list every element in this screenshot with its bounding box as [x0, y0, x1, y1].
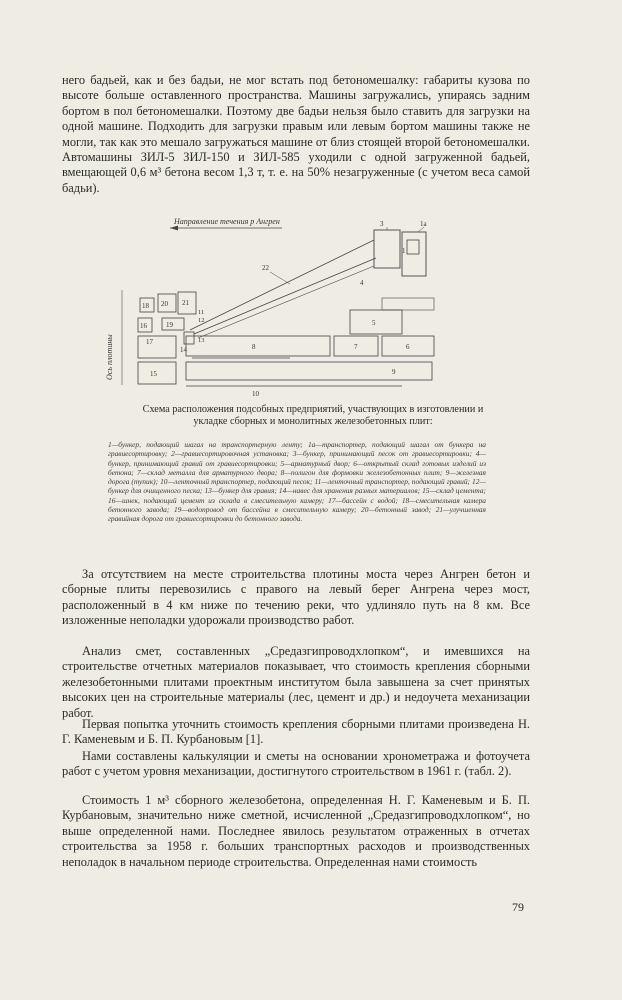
road-21	[198, 266, 374, 338]
num-12: 12	[198, 317, 205, 324]
box-5	[350, 310, 402, 334]
paragraph-2: За отсутствием на месте строительства плотины моста через Ангрен бетон и сборные плиты перевозились с правого на левый берег Ангрена через мост, расположенный в 4 км ниже по течению реки, что удлиняло путь на 8 км. Все изложенные неполадки удорожали производство работ.	[62, 567, 530, 628]
paragraph-3: Анализ смет, составленных „Средазгипроводхлопком“, и имевшихся на строительстве отчетных материалов показывает, что стоимость крепления сборными железобетонными плитами проектным институтом была завышена за счет принятых высоких цен на строительные материалы (лес, цемент и др.) и недоучета механизации работ.	[62, 644, 530, 720]
num-9: 9	[392, 368, 396, 376]
paragraph-1: него бадьей, как и без бадьи, не мог встать под бетономешалку: габариты кузова по высоте больше оставленного пространства. Машины загружались, упираясь задним бортом в пол бетономешалки. Поэтому две бадьи нельзя было ставить для загрузки на одной машине. Подходить для загрузки правым или левым бортом машины также не могли, так как это мешало загружаться машине от близ стоящей второй бетономешалки. Автомашины ЗИЛ-5 ЗИЛ-150 и ЗИЛ-585 уходили с одной загруженной бадьей, вмещающей 0,6 м³ бетона весом 1,3 т, т. е. на 50% незагруженные (с учетом веса самой бадьи).	[62, 73, 530, 195]
num-20: 20	[161, 300, 168, 308]
num-8: 8	[252, 343, 256, 351]
paragraph-4: Первая попытка уточнить стоимость крепления сборными плитами произведена Н. Г. Каменевым и Б. П. Курбановым [1].	[62, 717, 530, 747]
paragraph-6: Стоимость 1 м³ сборного железобетона, определенная Н. Г. Каменевым и Б. П. Курбановым, значительно ниже сметной, исчисленной „Средазгипроводхлопком“, но выше определенной нами. Последнее явилось результатом отраженных в отчетах строительства за 1958 г. больших транспортных расходов и производственных неполадок в начальном периоде строительства. Определенная нами стоимость	[62, 793, 530, 869]
num-16: 16	[140, 322, 147, 330]
box-1	[407, 240, 419, 254]
num-10: 10	[252, 390, 259, 398]
box-13	[184, 332, 194, 344]
box-15	[138, 362, 176, 384]
flow-arrow-head	[170, 226, 178, 231]
paragraph-5: Нами составлены калькуляции и сметы на основании хронометража и фотоучета работ с учетом уровня механизации, достигнутого строительством в 1961 г. (табл. 2).	[62, 749, 530, 779]
conveyor-10	[190, 240, 374, 330]
num-11: 11	[198, 309, 205, 316]
page-number: 79	[512, 900, 524, 914]
num-14: 14	[180, 346, 187, 354]
num-18: 18	[142, 302, 149, 310]
dam-axis-label: Ось плотины	[105, 334, 114, 380]
num-15: 15	[150, 370, 157, 378]
num-7: 7	[354, 343, 358, 351]
num-21: 21	[182, 299, 189, 307]
flow-direction-label: Направление течения р Ангрен	[174, 217, 280, 226]
conveyor-11	[194, 258, 376, 334]
num-3: 3	[380, 220, 384, 228]
num-13: 13	[198, 337, 205, 344]
num-19: 19	[166, 321, 173, 329]
box-8	[186, 336, 330, 356]
figure-caption-title: Схема расположения подсобных предприятий, участвующих в изготовлении и укладке сборных и монолитных железобетонных плит:	[142, 404, 484, 427]
num-5: 5	[372, 319, 376, 327]
num-1: 1	[402, 247, 406, 255]
num-1a: 1а	[420, 220, 427, 228]
num-17: 17	[146, 338, 153, 346]
num-4: 4	[360, 279, 364, 287]
box-14	[138, 336, 176, 358]
box-5-upper	[382, 298, 434, 310]
figure-legend: 1—бункер, подающий шагал на транспортерную ленту; 1а—транспортер, подающий шагал от бункера на гравиесортировку; 2—гравиесортировочная установка; 3—бункер, принимающий песок от гравиесортировки; 4—бункер, принимающий гравий от гравиесортировки; 5—арматурный двор; 6—открытый склад готовых изделий из бетона; 7—склад металла для арматурного двора; 8—полигон для формовки железобетонных плит; 9—железная дорога (тупик); 10—ленточный транспортер, подающий песок; 11—ленточный транспортер, подающий гравий; 12—бункер для очищенного песка; 13—бункер для гравия; 14—навес для хранения разных материалов; 15—склад цемента; 16—шнек, подающий цемент из склада в смесительную камеру; 17—бассейн с водой; 18—смесительная камера бетонного завода; 19—водопровод от бассейна в смесительную камеру; 20—бетонный завод; 21—улучшенная гравийная дорога от гравиесортировки до бетонного завода.	[108, 440, 486, 524]
num-6: 6	[406, 343, 410, 351]
box-2	[374, 230, 400, 268]
num-22: 22	[262, 264, 269, 272]
site-layout-diagram	[102, 210, 458, 402]
